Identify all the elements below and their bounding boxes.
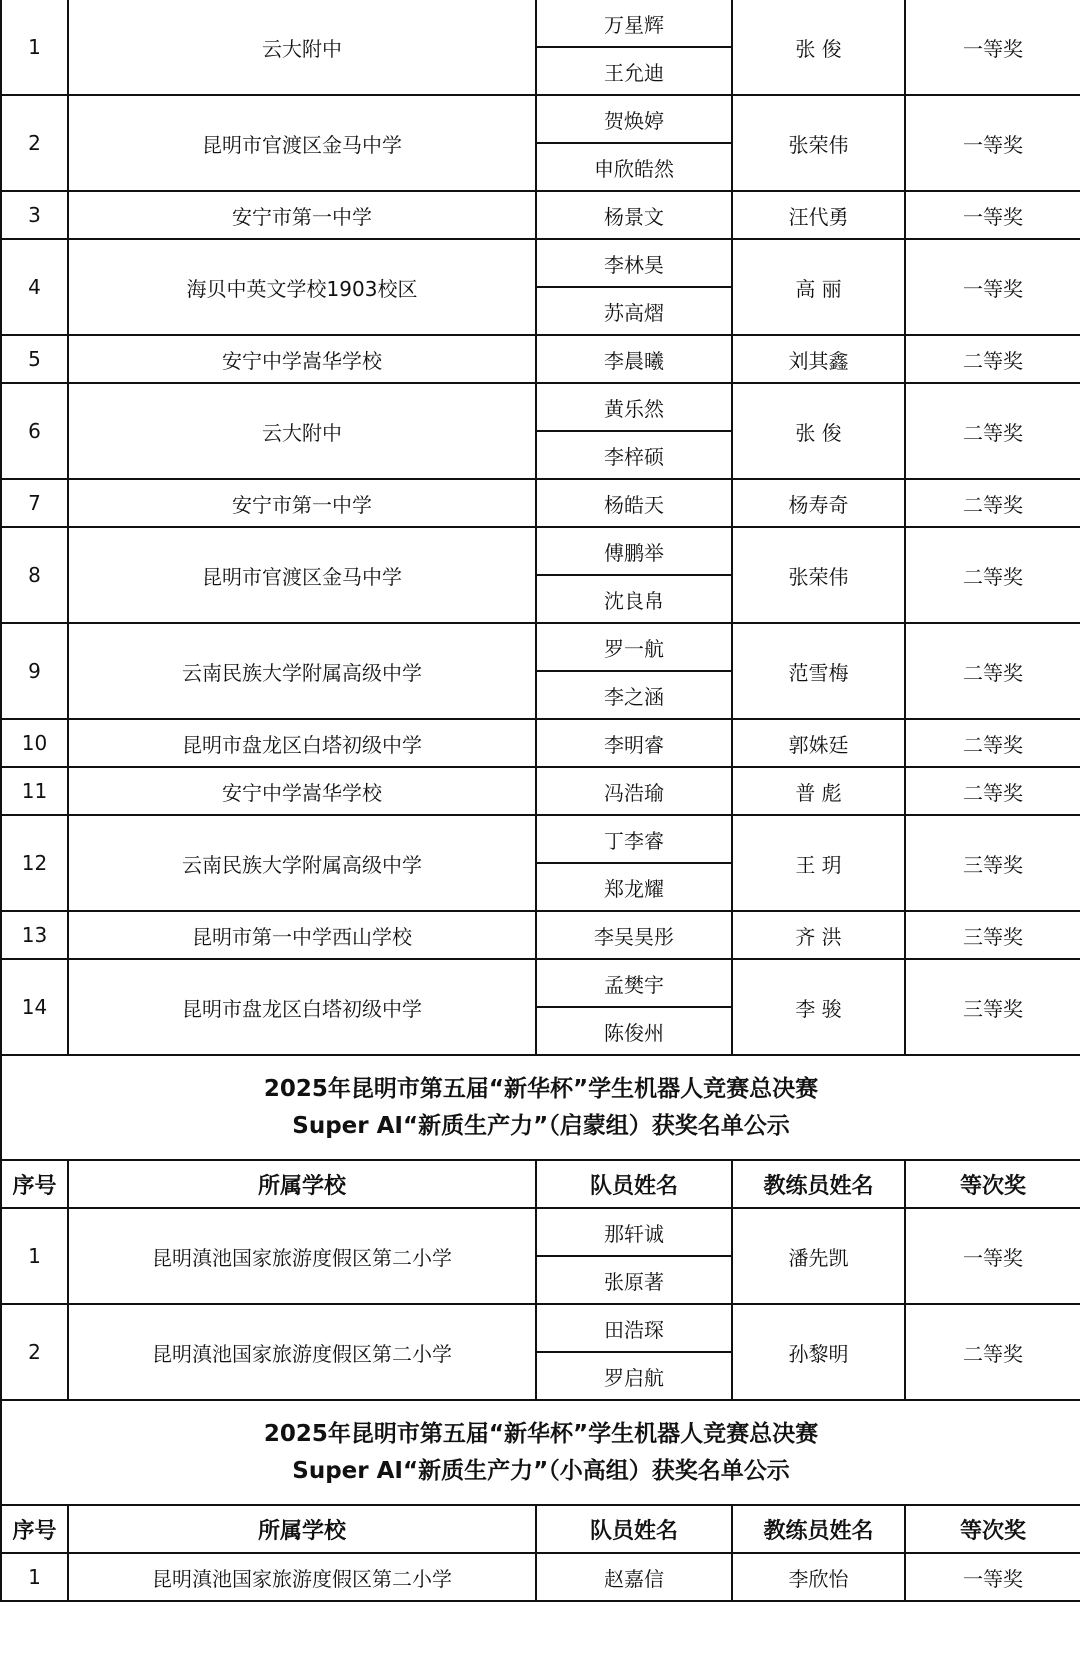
school-name: 安宁市第一中学 [68,479,536,527]
row-number: 13 [1,911,68,959]
table-row [1,719,1080,767]
member-name: 冯浩瑜 [536,767,732,815]
header-row [1,1160,1080,1208]
section-title-line: Super AI“新质生产力”（小高组）获奖名单公示 [292,1457,790,1484]
coach-name: 刘其鑫 [732,335,905,383]
school-name: 昆明市盘龙区白塔初级中学 [68,959,536,1055]
coach-name: 张 俊 [732,383,905,479]
award-level: 三等奖 [905,911,1080,959]
table-row [1,239,1080,287]
member-name: 田浩琛 [536,1304,732,1352]
member-name: 沈良帛 [536,575,732,623]
row-number: 1 [1,0,68,95]
member-name: 李梓硕 [536,431,732,479]
row-number: 12 [1,815,68,911]
section-title-row [1,1055,1080,1160]
award-level: 三等奖 [905,815,1080,911]
member-name: 郑龙耀 [536,863,732,911]
award-level: 一等奖 [905,1553,1080,1601]
row-number: 8 [1,527,68,623]
award-level: 一等奖 [905,95,1080,191]
school-name: 云大附中 [68,383,536,479]
member-name: 傅鹏举 [536,527,732,575]
school-name: 海贝中英文学校1903校区 [68,239,536,335]
row-number: 2 [1,1304,68,1400]
member-name: 杨皓天 [536,479,732,527]
table-row [1,623,1080,671]
coach-name: 高 丽 [732,239,905,335]
award-level: 二等奖 [905,767,1080,815]
award-level: 二等奖 [905,1304,1080,1400]
award-level: 二等奖 [905,383,1080,479]
row-number: 10 [1,719,68,767]
member-name: 罗一航 [536,623,732,671]
coach-name: 杨寿奇 [732,479,905,527]
header-row [1,1505,1080,1553]
award-level: 一等奖 [905,239,1080,335]
table-row [1,1553,1080,1601]
coach-name: 郭姝廷 [732,719,905,767]
member-name: 杨景文 [536,191,732,239]
school-name: 安宁市第一中学 [68,191,536,239]
member-name: 王允迪 [536,47,732,95]
row-number: 6 [1,383,68,479]
school-name: 昆明滇池国家旅游度假区第二小学 [68,1208,536,1304]
school-name: 云大附中 [68,0,536,95]
school-name: 安宁中学嵩华学校 [68,767,536,815]
school-name: 昆明市盘龙区白塔初级中学 [68,719,536,767]
member-name: 李吴昊彤 [536,911,732,959]
coach-name: 张荣伟 [732,95,905,191]
row-number: 5 [1,335,68,383]
member-name: 万星辉 [536,0,732,47]
header-members: 队员姓名 [536,1160,732,1208]
school-name: 云南民族大学附属高级中学 [68,623,536,719]
member-name: 申欣皓然 [536,143,732,191]
member-name: 张原著 [536,1256,732,1304]
header-award: 等次奖 [905,1160,1080,1208]
member-name: 陈俊州 [536,1007,732,1055]
member-name: 贺焕婷 [536,95,732,143]
award-level: 一等奖 [905,1208,1080,1304]
member-name: 赵嘉信 [536,1553,732,1601]
header-coach: 教练员姓名 [732,1505,905,1553]
award-level: 二等奖 [905,719,1080,767]
school-name: 昆明滇池国家旅游度假区第二小学 [68,1304,536,1400]
row-number: 14 [1,959,68,1055]
table-row [1,1208,1080,1256]
coach-name: 齐 洪 [732,911,905,959]
table-row [1,335,1080,383]
member-name: 苏高熠 [536,287,732,335]
school-name: 昆明滇池国家旅游度假区第二小学 [68,1553,536,1601]
header-no: 序号 [1,1160,68,1208]
header-members: 队员姓名 [536,1505,732,1553]
award-level: 二等奖 [905,335,1080,383]
member-name: 丁李睿 [536,815,732,863]
award-level: 二等奖 [905,623,1080,719]
section-title-line: Super AI“新质生产力”（启蒙组）获奖名单公示 [292,1112,790,1139]
table-row [1,479,1080,527]
member-name: 李之涵 [536,671,732,719]
table-row [1,815,1080,863]
table-row [1,383,1080,431]
school-name: 昆明市第一中学西山学校 [68,911,536,959]
header-award: 等次奖 [905,1505,1080,1553]
row-number: 3 [1,191,68,239]
member-name: 孟樊宇 [536,959,732,1007]
member-name: 李晨曦 [536,335,732,383]
table-row [1,959,1080,1007]
row-number: 7 [1,479,68,527]
row-number: 9 [1,623,68,719]
school-name: 安宁中学嵩华学校 [68,335,536,383]
member-name: 那轩诚 [536,1208,732,1256]
coach-name: 王 玥 [732,815,905,911]
school-name: 昆明市官渡区金马中学 [68,527,536,623]
coach-name: 孙黎明 [732,1304,905,1400]
coach-name: 普 彪 [732,767,905,815]
section-title-row [1,1400,1080,1505]
row-number: 1 [1,1208,68,1304]
table-row [1,191,1080,239]
coach-name: 李欣怡 [732,1553,905,1601]
section-title [1,1055,1080,1160]
coach-name: 汪代勇 [732,191,905,239]
member-name: 李明睿 [536,719,732,767]
section-title-line: 2025年昆明市第五届“新华杯”学生机器人竞赛总决赛 [263,1420,819,1447]
table-row [1,1304,1080,1352]
row-number: 4 [1,239,68,335]
section-title-line: 2025年昆明市第五届“新华杯”学生机器人竞赛总决赛 [263,1075,819,1102]
header-school: 所属学校 [68,1505,536,1553]
school-name: 云南民族大学附属高级中学 [68,815,536,911]
table-row [1,767,1080,815]
member-name: 李林昊 [536,239,732,287]
coach-name: 张荣伟 [732,527,905,623]
header-no: 序号 [1,1505,68,1553]
member-name: 罗启航 [536,1352,732,1400]
row-number: 11 [1,767,68,815]
coach-name: 李 骏 [732,959,905,1055]
header-coach: 教练员姓名 [732,1160,905,1208]
table-row [1,527,1080,575]
coach-name: 潘先凯 [732,1208,905,1304]
section-title [1,1400,1080,1505]
school-name: 昆明市官渡区金马中学 [68,95,536,191]
award-level: 一等奖 [905,191,1080,239]
table-row [1,95,1080,143]
member-name: 黄乐然 [536,383,732,431]
table-row [1,0,1080,47]
award-level: 一等奖 [905,0,1080,95]
table-row [1,911,1080,959]
header-school: 所属学校 [68,1160,536,1208]
award-level: 三等奖 [905,959,1080,1055]
coach-name: 张 俊 [732,0,905,95]
award-level: 二等奖 [905,479,1080,527]
row-number: 2 [1,95,68,191]
coach-name: 范雪梅 [732,623,905,719]
award-level: 二等奖 [905,527,1080,623]
row-number: 1 [1,1553,68,1601]
